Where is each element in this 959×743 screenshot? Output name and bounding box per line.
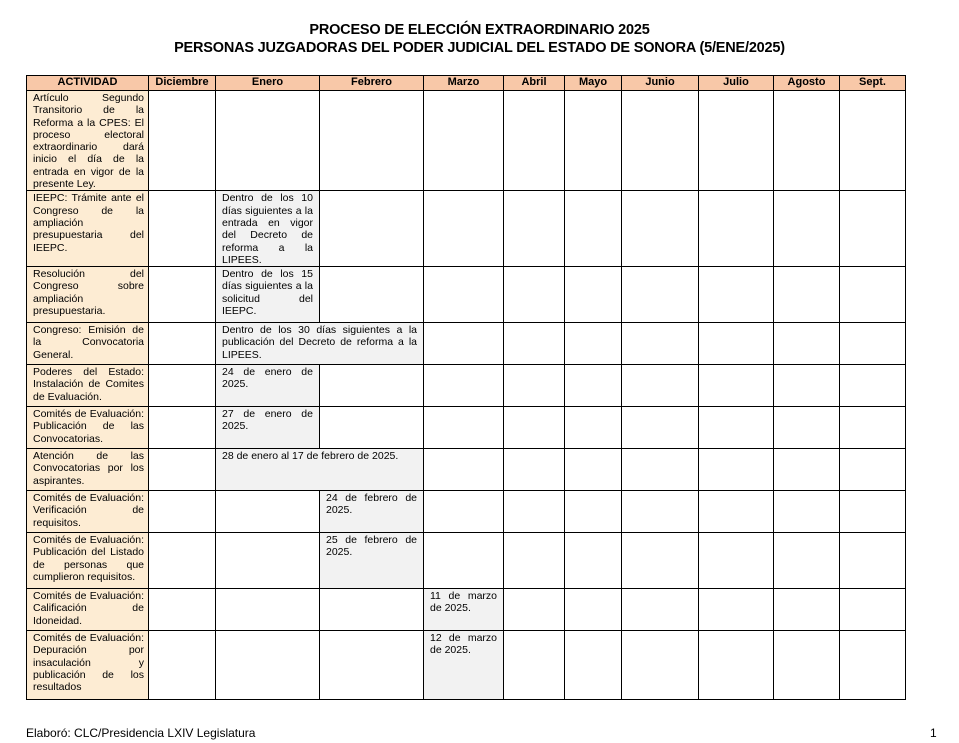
- table-row: [27, 631, 906, 700]
- header-enero: Enero: [216, 76, 320, 91]
- page-number: 1: [930, 726, 937, 740]
- activity-cell: Comités de Evaluación: Verificación de requisitos.: [27, 491, 149, 533]
- table-row: [27, 533, 906, 589]
- schedule-cell: 27 de enero de 2025.: [216, 407, 320, 449]
- schedule-table: [26, 75, 906, 700]
- document-subtitle: PERSONAS JUZGADORAS DEL PODER JUDICIAL DEL ESTADO DE SONORA (5/ENE/2025): [174, 40, 785, 56]
- schedule-cell: Dentro de los 15 días siguientes a la solicitud del IEEPC.: [216, 267, 320, 323]
- activity-cell: IEEPC: Trámite ante el Congreso de la ampliación presupuestaria del IEEPC.: [27, 191, 149, 267]
- schedule-cell: 12 de marzo de 2025.: [424, 631, 504, 700]
- document-title: PROCESO DE ELECCIÓN EXTRAORDINARIO 2025: [309, 22, 650, 38]
- activity-cell: Comités de Evaluación: Publicación de las Convocatorias.: [27, 407, 149, 449]
- schedule-cell: 28 de enero al 17 de febrero de 2025.: [216, 449, 424, 491]
- schedule-cell: 25 de febrero de 2025.: [320, 533, 424, 589]
- header-row: [27, 76, 906, 91]
- header-actividad: ACTIVIDAD: [27, 76, 149, 91]
- header-mayo: Mayo: [565, 76, 622, 91]
- header-agosto: Agosto: [774, 76, 840, 91]
- header-abril: Abril: [504, 76, 565, 91]
- table-row: [27, 91, 906, 191]
- activity-cell: Comités de Evaluación: Publicación del Listado de personas que cumplieron requisitos.: [27, 533, 149, 589]
- activity-cell: Comités de Evaluación: Depuración por insaculación y publicación de los resultados: [27, 631, 149, 700]
- schedule-cell: Dentro de los 30 días siguientes a la publicación del Decreto de reforma a la LIPEES.: [216, 323, 424, 365]
- table-row: [27, 191, 906, 267]
- footer-credit: Elaboró: CLC/Presidencia LXIV Legislatura: [26, 726, 256, 740]
- table-row: [27, 589, 906, 631]
- schedule-cell: 24 de enero de 2025.: [216, 365, 320, 407]
- activity-cell: Comités de Evaluación: Calificación de Idoneidad.: [27, 589, 149, 631]
- activity-cell: Atención de las Convocatorias por los aspirantes.: [27, 449, 149, 491]
- schedule-cell: 11 de marzo de 2025.: [424, 589, 504, 631]
- header-junio: Junio: [622, 76, 699, 91]
- activity-cell: Poderes del Estado: Instalación de Comites de Evaluación.: [27, 365, 149, 407]
- table-row: [27, 323, 906, 365]
- header-julio: Julio: [699, 76, 774, 91]
- table-row: [27, 449, 906, 491]
- table-row: [27, 267, 906, 323]
- header-febrero: Febrero: [320, 76, 424, 91]
- schedule-cell: 24 de febrero de 2025.: [320, 491, 424, 533]
- table-row: [27, 407, 906, 449]
- table-row: [27, 491, 906, 533]
- header-marzo: Marzo: [424, 76, 504, 91]
- header-sept: Sept.: [840, 76, 906, 91]
- table-row: [27, 365, 906, 407]
- schedule-cell: Dentro de los 10 días siguientes a la entrada en vigor del Decreto de reforma a la LIPEES.: [216, 191, 320, 267]
- header-diciembre: Diciembre: [149, 76, 216, 91]
- activity-cell: Resolución del Congreso sobre ampliación presupuestaria.: [27, 267, 149, 323]
- activity-cell: Artículo Segundo Transitorio de la Reforma a la CPES: El proceso electoral extraordinario dará inicio el día de la entrada en vigor de la presente Ley.: [27, 91, 149, 191]
- activity-cell: Congreso: Emisión de la Convocatoria General.: [27, 323, 149, 365]
